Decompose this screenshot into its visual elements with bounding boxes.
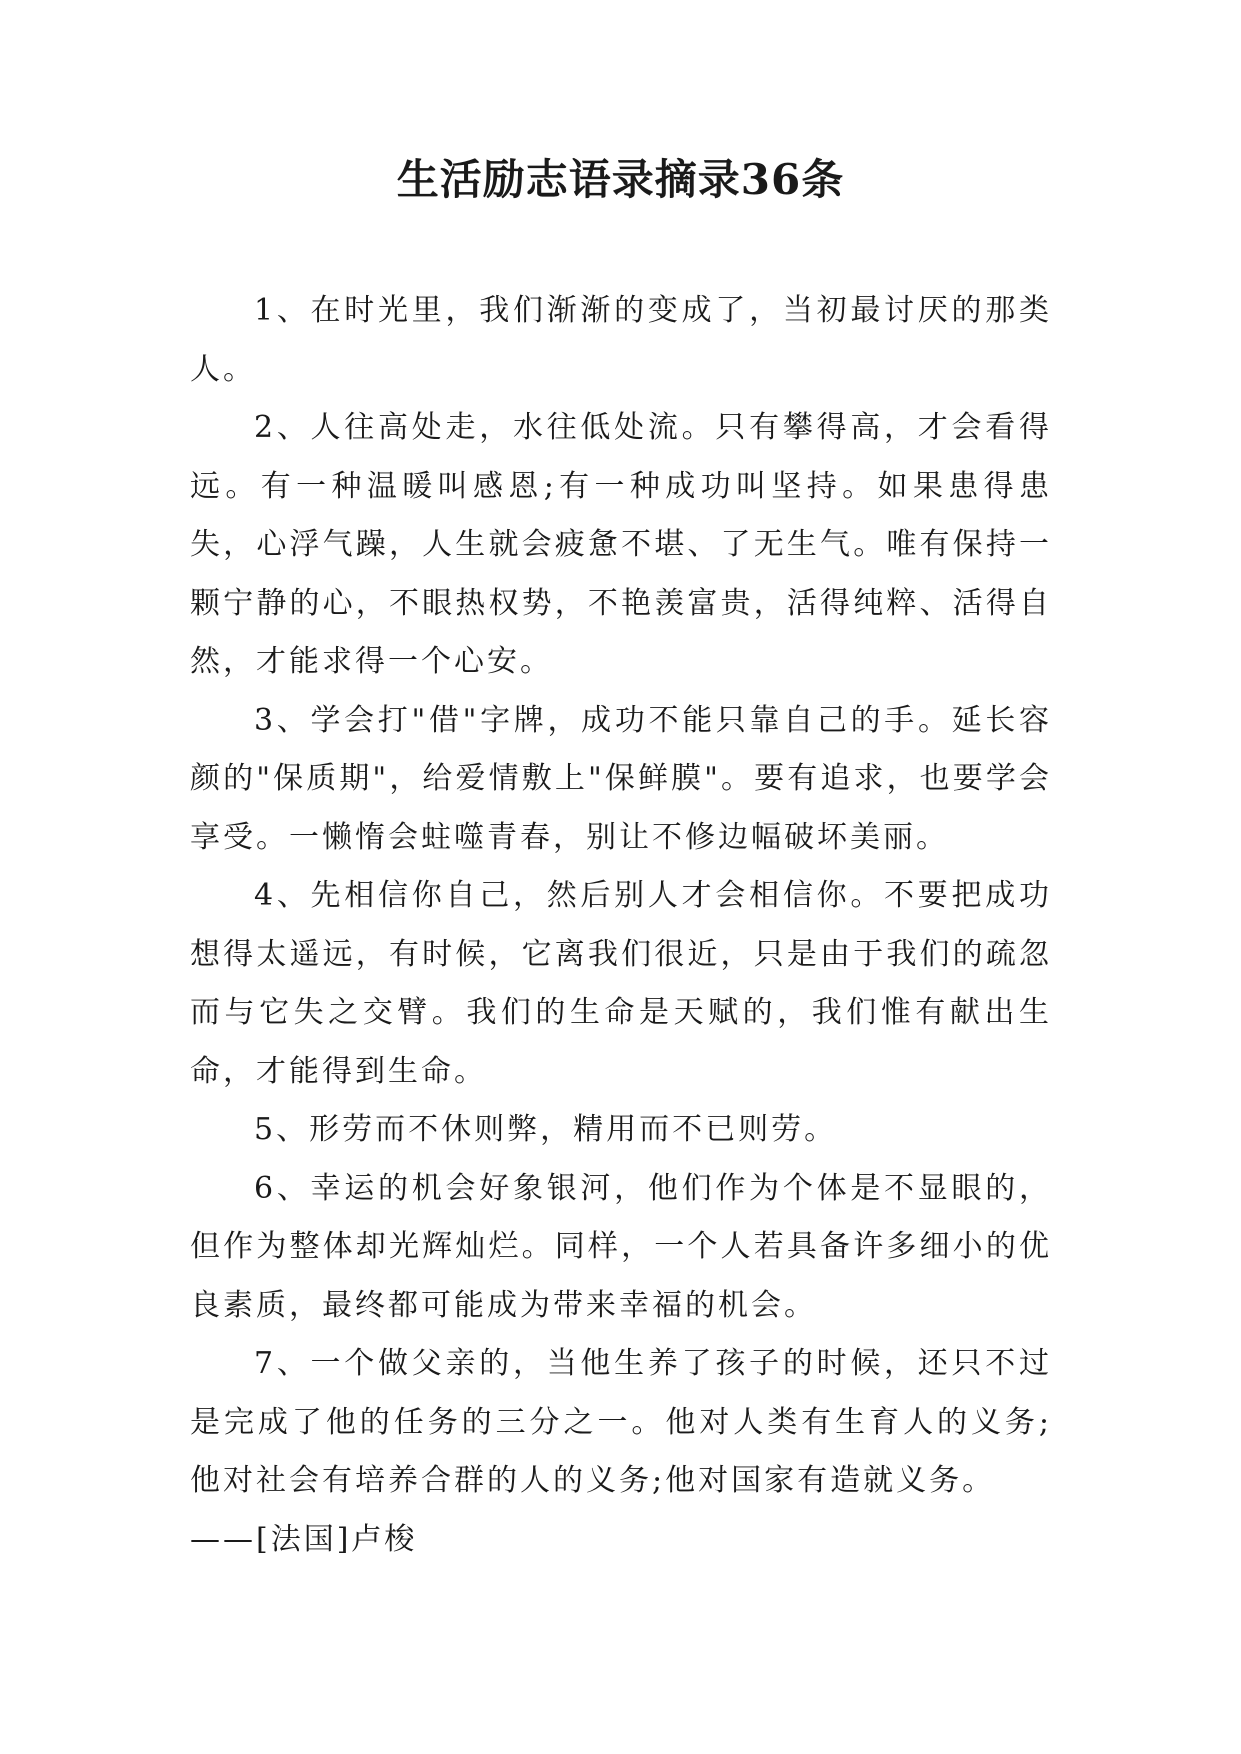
- quote-paragraph-4: 4、先相信你自己，然后别人才会相信你。不要把成功想得太遥远，有时候，它离我们很近，只是由于我们的疏忽而与它失之交臂。我们的生命是天赋的，我们惟有献出生命，才能得到生命。: [190, 878, 1052, 1089]
- document-body: [190, 282, 1052, 1569]
- document-title: 生活励志语录摘录36条: [396, 155, 845, 204]
- quote-attribution: ——[法国]卢梭: [190, 1521, 418, 1557]
- quote-paragraph-6: 6、幸运的机会好象银河，他们作为个体是不显眼的，但作为整体却光辉灿烂。同样，一个人若具备许多细小的优良素质，最终都可能成为带来幸福的机会。: [190, 1170, 1052, 1323]
- quote-paragraph-2: 2、人往高处走，水往低处流。只有攀得高，才会看得远。有一种温暖叫感恩;有一种成功叫坚持。如果患得患失，心浮气躁，人生就会疲惫不堪、了无生气。唯有保持一颗宁静的心，不眼热权势，不艳羡富贵，活得纯粹、活得自然，才能求得一个心安。: [190, 410, 1052, 679]
- quote-paragraph-5: 5、形劳而不休则弊，精用而不已则劳。: [254, 1112, 838, 1147]
- quote-paragraph-3: 3、学会打"借"字牌，成功不能只靠自己的手。延长容颜的"保质期"，给爱情敷上"保鲜膜"。要有追求，也要学会享受。一懒惰会蛀噬青春，别让不修边幅破坏美丽。: [190, 702, 1052, 855]
- quote-paragraph-7: 7、一个做父亲的，当他生养了孩子的时候，还只不过是完成了他的任务的三分之一。他对人类有生育人的义务;他对社会有培养合群的人的义务;他对国家有造就义务。: [190, 1346, 1052, 1498]
- quote-paragraph-1: 1、在时光里，我们渐渐的变成了，当初最讨厌的那类人。: [190, 293, 1052, 387]
